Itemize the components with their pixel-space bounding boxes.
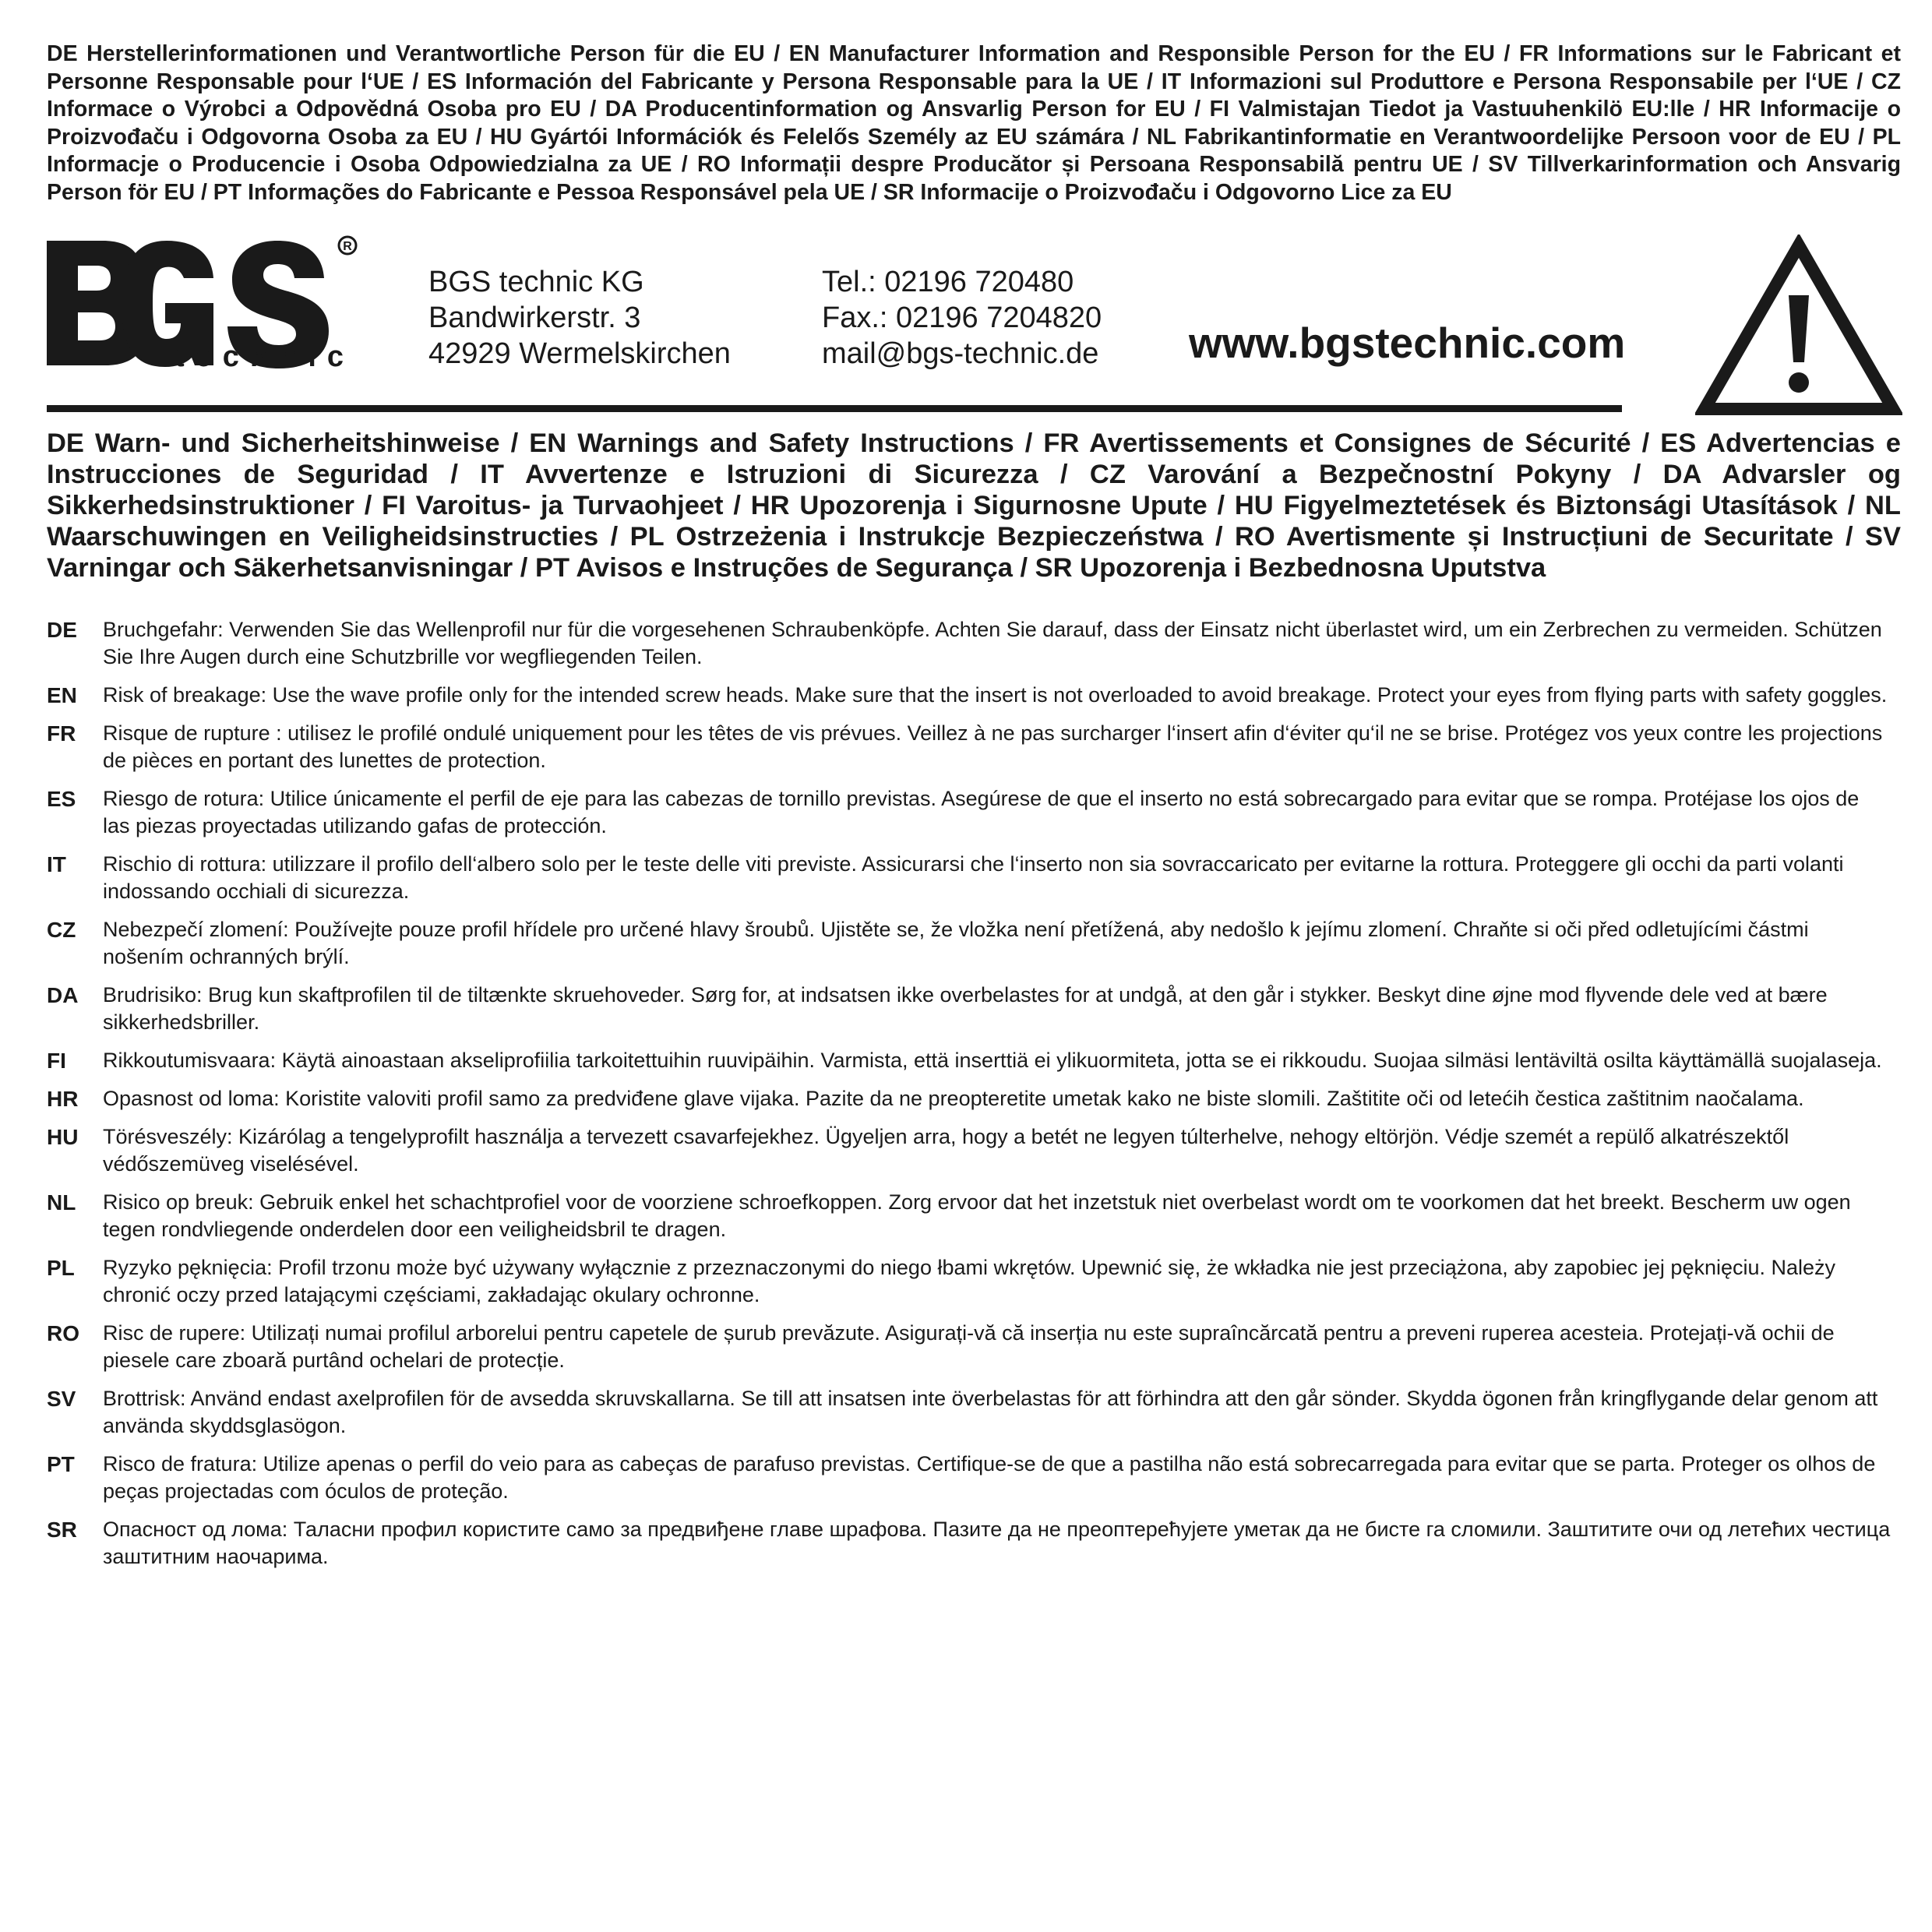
warning-text: Risc de rupere: Utilizați numai profilul arborelui pentru capetele de șurub prevăzute. Asigurați-vă că inserția nu este supraîncărcată pentru a preveni ruperea acesteia. Protejați-vă ochii de piesele care zboară purtând ochelari de protecție. xyxy=(103,1321,1835,1372)
warning-entry xyxy=(47,982,1901,1036)
warning-text: Risque de rupture : utilisez le profilé ondulé uniquement pour les têtes de vis prévues. Veillez à ne pas surcharger l‘insert afin d‘éviter qu‘il ne se brise. Protégez vos yeux contre les projections de pièces en portant des lunettes de protection. xyxy=(103,721,1883,772)
document-page xyxy=(47,41,1901,1581)
language-code: DA xyxy=(47,983,79,1007)
company-name: BGS technic KG xyxy=(428,266,644,298)
warning-entry xyxy=(47,1189,1901,1243)
warning-entry xyxy=(47,1123,1901,1178)
language-code: EN xyxy=(47,683,77,707)
company-address xyxy=(428,264,731,372)
language-code: PT xyxy=(47,1452,75,1476)
warning-text: Riesgo de rotura: Utilice únicamente el perfil de eje para las cabezas de tornillo previstas. Asegúrese de que el inserto no está sobrecargado para evitar que se rompa. Protéjase los ojos de las piezas proyectadas utilizando gafas de protección. xyxy=(103,787,1860,837)
header-divider xyxy=(47,405,1622,412)
warning-entry xyxy=(47,1516,1901,1571)
company-contact xyxy=(822,264,1102,372)
language-code: HR xyxy=(47,1087,79,1111)
language-code: SV xyxy=(47,1387,76,1411)
logo-subtext: technic xyxy=(175,340,355,373)
warning-text: Brottrisk: Använd endast axelprofilen för de avsedda skruvskallarna. Se till att insatsen inte överbelastas för att förhindra att den går sönder. Skydda ögonen från kringflygande delar genom att använda skyddsglasögon. xyxy=(103,1387,1878,1437)
language-code: CZ xyxy=(47,918,76,942)
language-code: HU xyxy=(47,1125,79,1149)
warning-entry xyxy=(47,616,1901,671)
warning-text: Opasnost od loma: Koristite valoviti profil samo za predviđene glave vijaka. Pazite da ne preopteretite umetak kako ne biste slomili. Zaštitite oči od letećih čestica zaštitnim naočalama. xyxy=(103,1087,1804,1110)
city-address: 42929 Wermelskirchen xyxy=(428,337,731,370)
language-code: IT xyxy=(47,852,66,876)
warning-text: Risico op breuk: Gebruik enkel het schachtprofiel voor de voorziene schroefkoppen. Zorg ervoor dat het inzetstuk niet overbelast wordt om te voorkomen dat het breekt. Bescherm uw ogen tegen rondvliegende onderdelen door een veiligheidsbril te dragen. xyxy=(103,1190,1851,1241)
warning-text: Brudrisiko: Brug kun skaftprofilen til de tiltænkte skruehoveder. Sørg for, at indsatsen ikke overbelastes for at undgå, at den går i stykker. Beskyt dine øjne mod flyvende dele ved at bære sikkerhedsbriller. xyxy=(103,983,1828,1034)
warning-text: Rikkoutumisvaara: Käytä ainoastaan akseliprofiilia tarkoitettuihin ruuvipäihin. Varmista, että inserttiä ei ylikuormiteta, jotta se ei rikkoudu. Suojaa silmäsi lentäviltä osilta käyttämällä suojalaseja. xyxy=(103,1049,1882,1072)
language-code: ES xyxy=(47,787,76,811)
warning-triangle-icon xyxy=(1695,234,1902,418)
warning-text: Ryzyko pęknięcia: Profil trzonu może być używany wyłącznie z przeznaczonymi do niego łbami wkrętów. Upewnić się, że wkładka nie jest przeciążona, aby zapobiec jej pęknięciu. Należy chronić oczy przed latającymi częściami, zakładając okulary ochronne. xyxy=(103,1256,1836,1306)
warning-text: Nebezpečí zlomení: Používejte pouze profil hřídele pro určené hlavy šroubů. Ujistěte se, že vložka není přetížená, aby nedošlo k jejímu zlomení. Chraňte si oči před odletujícími částmi nošením ochranných brýlí. xyxy=(103,918,1809,968)
language-code: PL xyxy=(47,1256,75,1280)
brand-row xyxy=(47,234,1901,428)
warning-entry xyxy=(47,720,1901,774)
fax-number: Fax.: 02196 7204820 xyxy=(822,301,1102,334)
language-code: NL xyxy=(47,1190,76,1215)
warning-text: Törésveszély: Kizárólag a tengelyprofilt használja a tervezett csavarfejekhez. Ügyeljen arra, hogy a betét ne legyen túlterhelve, nehogy eltörjön. Védje szemét a repülő alkatrészektől védőszemüveg viselésével. xyxy=(103,1125,1789,1176)
warning-entry xyxy=(47,916,1901,971)
language-code: SR xyxy=(47,1518,77,1542)
language-code: RO xyxy=(47,1321,79,1345)
email-address: mail@bgs-technic.de xyxy=(822,337,1099,370)
phone-number: Tel.: 02196 720480 xyxy=(822,266,1074,298)
warning-entry xyxy=(47,682,1901,709)
warning-entry xyxy=(47,1320,1901,1374)
language-code: FR xyxy=(47,721,76,746)
warning-text: Опасност од лома: Таласни профил користите само за предвиђене главе шрафова. Пазите да не преоптерећујете уметак да не бисте га сломили. Заштитите очи од летећих честица заштитним наочарима. xyxy=(103,1518,1891,1568)
warning-entry xyxy=(47,1254,1901,1309)
website-url: www.bgstechnic.com xyxy=(1189,319,1626,367)
language-code: FI xyxy=(47,1049,66,1073)
street-address: Bandwirkerstr. 3 xyxy=(428,301,641,334)
warning-text: Risk of breakage: Use the wave profile only for the intended screw heads. Make sure that the insert is not overloaded to avoid breakage. Protect your eyes from flying parts with safety goggles. xyxy=(103,683,1888,707)
warnings-title: DE Warn- und Sicherheitshinweise / EN Warnings and Safety Instructions / FR Avertissements et Consignes de Sécurité / ES Advertencias e Instrucciones de Seguridad / IT Avvertenze e Istruzioni di Sicurezza / CZ Varování a Bezpečnostní Pokyny / DA Advarsler og Sikkerhedsinstruktioner / FI Varoitus- ja Turvaohjeet / HR Upozorenja i Sigurnosne Upute / HU Figyelmeztetések és Biztonsági Utasítások / NL Waarschuwingen en Veiligheidsinstructies / PL Ostrzeżenia i Instrukcje Bezpieczeństwa / RO Avertismente și Instrucțiuni de Securitate / SV Varningar och Säkerhetsanvisningar / PT Avisos e Instruções de Segurança / SR Upozorenja i Bezbednosna Uputstva xyxy=(47,428,1901,583)
registered-mark: R xyxy=(343,240,352,253)
warning-entry xyxy=(47,1085,1901,1112)
warning-entry xyxy=(47,851,1901,905)
warning-text: Rischio di rottura: utilizzare il profilo dell‘albero solo per le teste delle viti previste. Assicurarsi che l‘inserto non sia sovraccaricato per evitarne la rottura. Proteggere gli occhi da parti volanti indossando occhiali di sicurezza. xyxy=(103,852,1844,903)
warning-entry xyxy=(47,1047,1901,1074)
language-code: DE xyxy=(47,618,77,642)
warning-entry xyxy=(47,785,1901,840)
warning-entries xyxy=(47,616,1901,1571)
warning-text: Bruchgefahr: Verwenden Sie das Wellenprofil nur für die vorgesehenen Schraubenköpfe. Achten Sie darauf, dass der Einsatz nicht überlastet wird, um ein Zerbrechen zu vermeiden. Schützen Sie Ihre Augen durch eine Schutzbrille vor wegfliegenden Teilen. xyxy=(103,618,1882,668)
warning-entry xyxy=(47,1451,1901,1505)
warning-entry xyxy=(47,1385,1901,1440)
warning-text: Risco de fratura: Utilize apenas o perfil do veio para as cabeças de parafuso previstas. Certifique-se de que a pastilha não está sobrecarregada para evitar que se parta. Proteger os olhos de peças projectadas com óculos de proteção. xyxy=(103,1452,1876,1503)
manufacturer-info-header: DE Herstellerinformationen und Verantwortliche Person für die EU / EN Manufacturer Information and Responsible Person for the EU / FR Informations sur le Fabricant et Personne Responsable pour l‘UE / ES Información del Fabricante y Persona Responsable para la UE / IT Informazioni sul Produttore e Persona Responsabile per l‘UE / CZ Informace o Výrobci a Odpovědná Osoba pro EU / DA Producentinformation og Ansvarlig Person for EU / FI Valmistajan Tiedot ja Vastuuhenkilö EU:lle / HR Informacije o Proizvođaču i Odgovorna Osoba za EU / HU Gyártói Információk és Felelős Személy az EU számára / NL Fabrikantinformatie en Verantwoordelijke Persoon voor de EU / PL Informacje o Producencie i Osoba Odpowiedzialna za UE / RO Informații despre Producător și Persoana Responsabilă pentru UE / SV Tillverkarinformation och Ansvarig Person för EU / PT Informações do Fabricante e Pessoa Responsável pela UE / SR Informacije o Proizvođaču i Odgovorno Lice za EU xyxy=(47,41,1901,205)
bgs-technic-logo xyxy=(47,234,358,378)
